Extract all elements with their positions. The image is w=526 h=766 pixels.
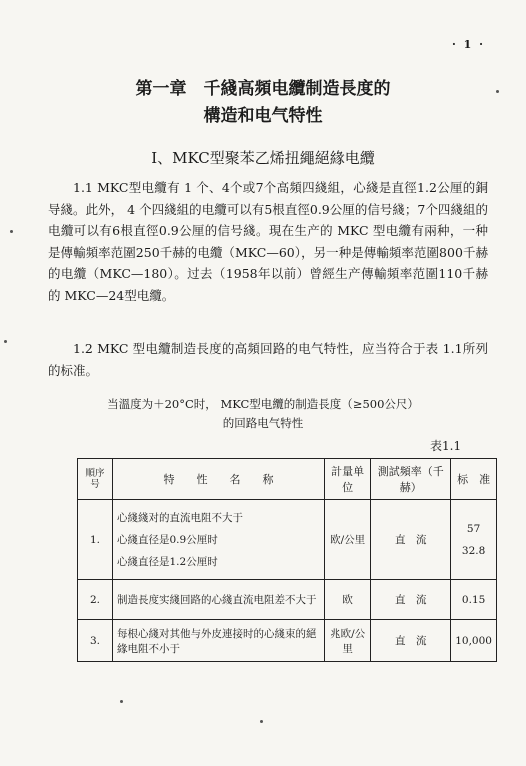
row-name: 每根心綫对其他与外皮連接时的心綫束的絕緣电阻不小于 (113, 620, 325, 662)
row-standard: 10,000 (451, 620, 497, 662)
scan-speck (120, 700, 123, 703)
chapter-title (0, 76, 526, 130)
table-caption-line2: 的回路电气特性 (222, 416, 304, 430)
row-standard-value: 57 (466, 522, 481, 535)
row-freq: 直 流 (371, 580, 451, 620)
header-unit: 計量单位 (324, 459, 370, 500)
row-name-line: 心綫直径是1.2公厘时 (117, 555, 218, 568)
table-row (78, 500, 497, 580)
row-unit: 欧 (324, 580, 370, 620)
header-freq: 測試頻率（千赫） (371, 459, 451, 500)
row-unit: 欧/公里 (324, 500, 370, 580)
table-number: 表1.1 (430, 439, 462, 453)
paragraph-1-2: 1.2 MKC 型电纜制造長度的高頻回路的电气特性，应当符合于表 1.1所列的标准。 (48, 341, 488, 378)
section-title: Ⅰ、MKC型聚苯乙烯扭繩絕緣电纜 (151, 149, 375, 167)
row-seq: 2. (78, 580, 113, 620)
scan-speck (260, 720, 263, 723)
header-standard: 标 准 (451, 459, 497, 500)
table-caption (0, 395, 526, 433)
scan-speck (496, 90, 499, 93)
header-seq: 順序号 (78, 459, 113, 500)
row-name: 制造長度实綫回路的心綫直流电阻差不大于 (113, 580, 325, 620)
scan-speck (10, 230, 13, 233)
row-freq: 直 流 (371, 500, 451, 580)
row-standard-value: 32.8 (461, 544, 486, 557)
row-standard (451, 500, 497, 580)
table-header-row (78, 459, 497, 500)
chapter-title-line2: 構造和电气特性 (203, 106, 323, 126)
paragraph-1-1: 1.1 MKC型电纜有 1 个、4个或7个高頻四綫組，心綫是直徑1.2公厘的銅导綫。此外， 4 个四綫組的电纜可以有5根直徑0.9公厘的信号綫；7个四綫組的电纜可以有6根直徑0.9公厘的信号綫。現在生产的 MKC 型电纜有兩种，一种是傳輸頻率范圍250千赫的电纜（MKC—60），另一种是傳輸頻率范圍800千赫的电纜（MKC—180）。过去（1958年以前）曾經生产傳輸頻率范圍110千赫的 MKC—24型电纜。 (48, 180, 488, 303)
row-name-line: 心綫直径是0.9公厘时 (117, 533, 218, 546)
row-name (113, 500, 325, 580)
table-row (78, 620, 497, 662)
electrical-characteristics-table (77, 458, 497, 662)
scan-speck (4, 340, 7, 343)
row-seq: 1. (78, 500, 113, 580)
page-number: · 1 · (452, 38, 485, 51)
row-name-line: 心綫綫对的直流电阻不大于 (117, 511, 243, 524)
chapter-title-line1: 第一章 千綫高頻电纜制造長度的 (135, 79, 391, 99)
row-freq: 直 流 (371, 620, 451, 662)
row-seq: 3. (78, 620, 113, 662)
table-row (78, 580, 497, 620)
row-unit: 兆欧/公里 (324, 620, 370, 662)
header-name: 特 性 名 称 (113, 459, 325, 500)
table-caption-line1: 当溫度为＋20°C时， MKC型电纜的制造長度（≥500公尺） (107, 397, 419, 411)
row-standard: 0.15 (451, 580, 497, 620)
